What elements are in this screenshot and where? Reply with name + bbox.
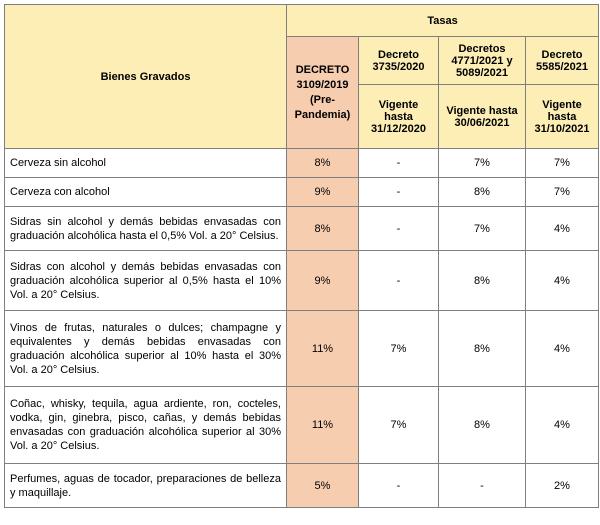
rate-cell: 4% [526,207,599,251]
rate-cell: 9% [287,178,359,207]
rate-cell: 7% [439,149,526,178]
table-row [5,149,599,178]
rate-cell: 9% [287,251,359,311]
rate-cell: 7% [526,178,599,207]
table-row [5,251,599,311]
rate-cell: - [359,149,439,178]
table-row [5,464,599,508]
bienes-gravados-header: Bienes Gravados [5,5,287,149]
rate-cell: - [359,464,439,508]
vigencia-3735-header: Vigente hasta 31/12/2020 [359,85,439,149]
bien-cell: Perfumes, aguas de tocador, preparaciones de belleza y maquillaje. [5,464,287,508]
rate-cell: 2% [526,464,599,508]
rate-cell: - [359,251,439,311]
vigencia-4771-header: Vigente hasta 30/06/2021 [439,85,526,149]
rate-cell: 8% [287,207,359,251]
table-row [5,311,599,387]
bien-cell: Coñac, whisky, tequila, agua ardiente, ron, cocteles, vodka, gin, ginebra, pisco, cañas, y demás bebidas envasadas con graduación alcohólica superior al 30% Vol. a 20° Celsius. [5,387,287,464]
bien-cell: Sidras con alcohol y demás bebidas envasadas con graduación alcohólica superior al 0,5% hasta el 10% Vol. a 20° Celsius. [5,251,287,311]
decreto-3109-header: DECRETO 3109/2019 (Pre-Pandemia) [287,37,359,149]
rate-cell: 11% [287,311,359,387]
bien-cell: Vinos de frutas, naturales o dulces; champagne y equivalentes y demás bebidas envasadas con graduación alcohólica superior al 10% hasta el 30% Vol. a 20° Celsius. [5,311,287,387]
rate-cell: 7% [439,207,526,251]
rate-cell: 7% [359,311,439,387]
rate-cell: 7% [526,149,599,178]
bien-cell: Sidras sin alcohol y demás bebidas envasadas con graduación alcohólica hasta el 0,5% Vol. a 20° Celsius. [5,207,287,251]
rate-cell: 8% [287,149,359,178]
vigencia-5585-header: Vigente hasta 31/10/2021 [526,85,599,149]
tax-rates-table [4,4,599,508]
rate-cell: 5% [287,464,359,508]
decreto-3735-header: Decreto 3735/2020 [359,37,439,85]
rate-cell: 8% [439,178,526,207]
rate-cell: 11% [287,387,359,464]
rate-cell: 4% [526,251,599,311]
rate-cell: 7% [359,387,439,464]
rate-cell: 8% [439,311,526,387]
rate-cell: 4% [526,311,599,387]
decreto-5585-header: Decreto 5585/2021 [526,37,599,85]
rate-cell: 4% [526,387,599,464]
decreto-4771-header: Decretos 4771/2021 y 5089/2021 [439,37,526,85]
rate-cell: - [359,207,439,251]
rate-cell: - [439,464,526,508]
bien-cell: Cerveza con alcohol [5,178,287,207]
bien-cell: Cerveza sin alcohol [5,149,287,178]
table-row [5,387,599,464]
rate-cell: 8% [439,251,526,311]
table-row [5,207,599,251]
rate-cell: 8% [439,387,526,464]
tasas-header: Tasas [287,5,599,37]
table-row [5,178,599,207]
rate-cell: - [359,178,439,207]
